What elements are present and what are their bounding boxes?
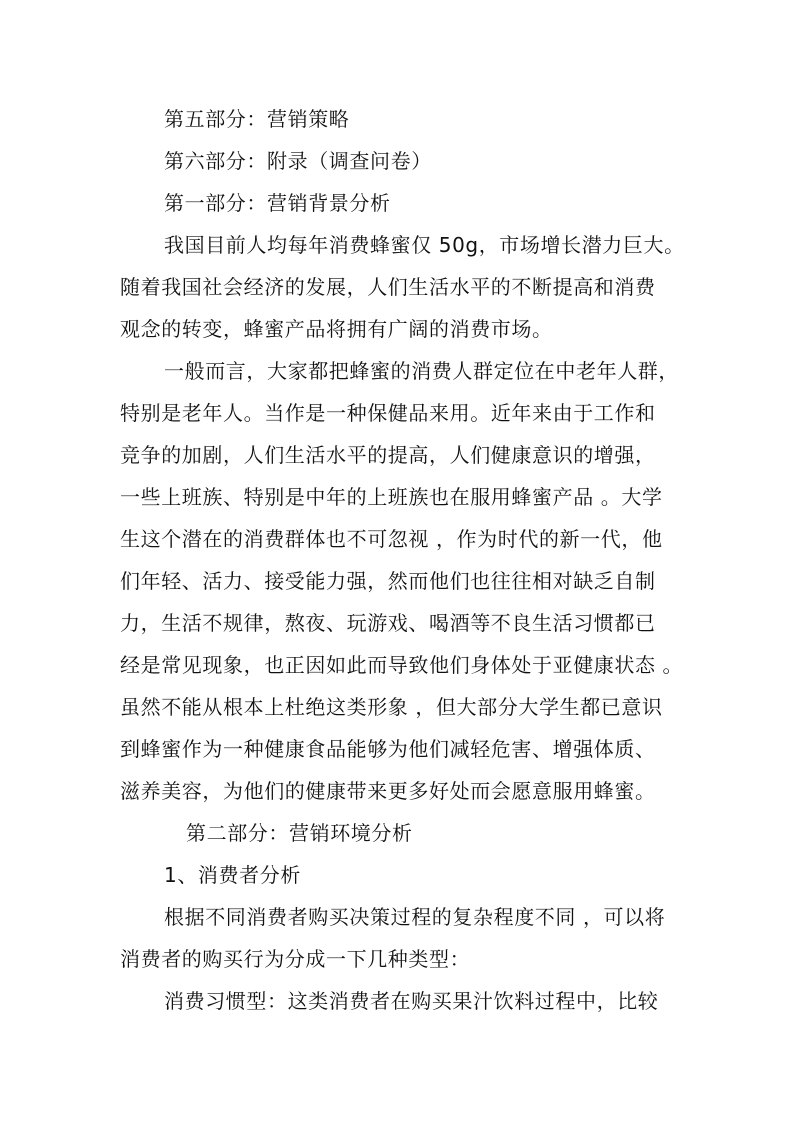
text-line: 观念的转变，蜂蜜产品将拥有广阔的消费市场。	[120, 317, 553, 341]
text-line: 第六部分：附录（调查问卷）	[164, 149, 432, 173]
text-line: 滋养美容，为他们的健康带来更多好处而会愿意服用蜂蜜。	[120, 779, 656, 803]
text-line: 到蜂蜜作为一种健康食品能够为他们减轻危害、增强体质、	[120, 737, 656, 761]
text-line: 一些上班族、特别是中年的上班族也在服用蜂蜜产品 。大学	[120, 485, 663, 509]
text-line: 第一部分：营销背景分析	[164, 191, 391, 215]
text-line: 力，生活不规律，熬夜、玩游戏、喝酒等不良生活习惯都已	[120, 611, 656, 635]
text-line: 我国目前人均每年消费蜂蜜仅 50g，市场增长潜力巨大。	[164, 233, 685, 257]
text-line: 生这个潜在的消费群体也不可忽视 ，作为时代的新一代，他	[120, 527, 663, 551]
text-line: 1、消费者分析	[164, 863, 301, 887]
text-line: 虽然不能从根本上杜绝这类形象 ，但大部分大学生都已意识	[120, 695, 663, 719]
text-line: 消费习惯型：这类消费者在购买果汁饮料过程中，比较	[164, 989, 659, 1013]
text-line: 第五部分：营销策略	[164, 107, 350, 131]
text-line: 随着我国社会经济的发展，人们生活水平的不断提高和消费	[120, 275, 656, 299]
text-line: 根据不同消费者购买决策过程的复杂程度不同 ，可以将	[164, 905, 666, 929]
text-line: 们年轻、活力、接受能力强，然而他们也往往相对缺乏自制	[120, 569, 656, 593]
text-line: 竞争的加剧，人们生活水平的提高，人们健康意识的增强，	[120, 443, 656, 467]
text-line: 消费者的购买行为分成一下几种类型：	[120, 947, 471, 971]
text-line: 一般而言，大家都把蜂蜜的消费人群定位在中老年人群，	[164, 359, 679, 383]
text-line: 经是常见现象，也正因如此而导致他们身体处于亚健康状态 。	[120, 653, 684, 677]
text-line: 特别是老年人。当作是一种保健品来用。近年来由于工作和	[120, 401, 656, 425]
text-line: 第二部分：营销环境分析	[186, 821, 413, 845]
